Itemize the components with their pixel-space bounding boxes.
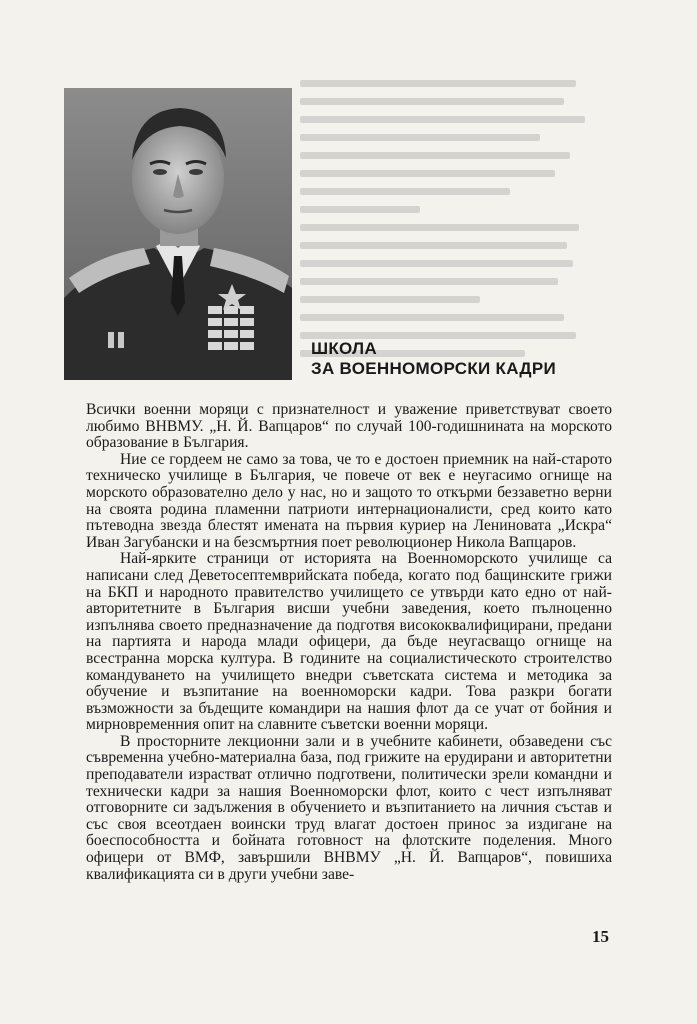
title-line-2: ЗА ВОЕННОМОРСКИ КАДРИ — [311, 359, 556, 378]
article-body — [86, 402, 612, 883]
page-number: 15 — [592, 927, 609, 946]
paragraph: Всички военни моряци с признателност и уважение приветствуват своето любимо ВНВМУ. „Н. Й. Вапцаров“ по случай 100-годишнината на морското образование в България. — [86, 401, 612, 452]
paragraph: В просторните лекционни зали и в учебните кабинети, обзаведени със съвременна учебно-материална база, под грижите на ерудирани и авторитетни преподаватели израстват отлично подготвени, политически зрели командни и технически кадри за нашия Военноморски флот, които с чест изпълняват отговорните си задължения в обучението и възпитанието на личния състав и със своя всеотдаен воински труд влагат достоен принос за издигане на боеспособността и бойната готовност на флотските поделения. Много офицери от ВМФ, завършили ВНВМУ „Н. Й. Вапцаров“, повишиха квалификацията си в други учебни заве- — [86, 732, 612, 883]
article-title — [311, 339, 556, 379]
officer-portrait-photo — [64, 88, 292, 380]
paragraph: Най-ярките страници от историята на Военноморското училище са написани след Деветосептемврийската победа, когато под бащинските грижи на БКП и народното правителство училището се утвърди като едно от най-авторитетните в България висши учебни заведения, което пълноценно изпълнява своето предназначение да подготвя висококвалифицирани, предани на партията и народа млади офицери, да бъде неугасващо огнище на всестранна морска култура. В годините на социалистическото строителство командуването на училището внедри съветската система и методика за обучение и възпитание на военноморски кадри. Това разкри богати възможности за бъдещите командири на нашия флот да се учат от бойния и мирновременния опит на славните съветски военни моряци. — [86, 550, 612, 734]
paragraph: Ние се гордеем не само за това, че то е достоен приемник на най-старото техническо училище в България, че повече от век е неугасимо огнище на морското образователно дело у нас, но и защото то откърми беззаветно верни на своята родина пламенни патриоти интернационалисти, сред които като пътеводна звезда блестят имената на първия куриер на Лениновата „Искра“ Иван Загубански и на безсмъртния поет революционер Никола Вапцаров. — [86, 450, 612, 551]
bleed-through-text — [300, 80, 600, 380]
title-line-1: ШКОЛА — [311, 339, 377, 358]
